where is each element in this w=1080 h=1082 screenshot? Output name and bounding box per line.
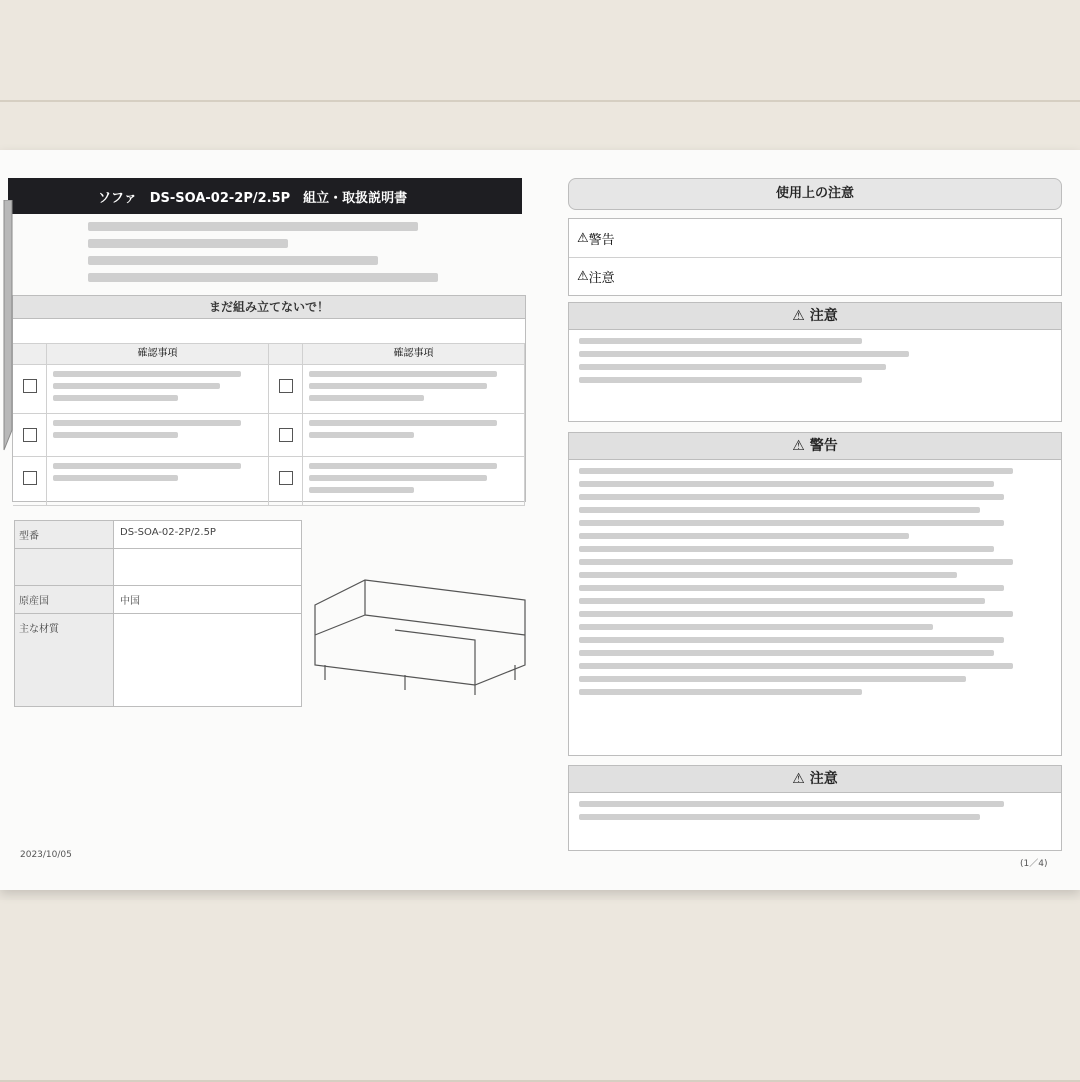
legend-box: ⚠ 警告 ⚠ 注意 bbox=[568, 218, 1062, 296]
checklist-title: まだ組み立てないで！ bbox=[13, 296, 525, 319]
wood-plank-top bbox=[0, 0, 1080, 102]
caution-section-2: ⚠ 注意 bbox=[568, 765, 1062, 851]
caution-section-1: ⚠ 注意 bbox=[568, 302, 1062, 422]
manual-title: ソファ DS-SOA-02-2P/2.5P 組立・取扱説明書 bbox=[8, 178, 522, 214]
checklist-subtitle bbox=[13, 319, 525, 344]
legend-warning: 警告 bbox=[588, 232, 615, 248]
product-spec-table bbox=[14, 520, 302, 707]
spec-label: 型番 bbox=[15, 521, 114, 548]
checkbox[interactable] bbox=[279, 379, 293, 393]
checkbox[interactable] bbox=[23, 428, 37, 442]
checkbox[interactable] bbox=[279, 428, 293, 442]
page-number: (1／4) bbox=[1020, 859, 1048, 869]
sofa-illustration bbox=[305, 555, 535, 695]
warning-section: ⚠ 警告 bbox=[568, 432, 1062, 756]
spec-value: 中国 bbox=[120, 596, 140, 607]
hex-key-icon bbox=[0, 200, 16, 460]
checkbox[interactable] bbox=[279, 471, 293, 485]
spec-label: 原産国 bbox=[15, 586, 114, 613]
spec-value: DS-SOA-02-2P/2.5P bbox=[120, 527, 216, 538]
date-label: 2023/10/05 bbox=[20, 850, 72, 860]
wood-plank-bottom bbox=[0, 900, 1080, 1082]
instruction-sheet bbox=[0, 150, 1080, 890]
greeting-text bbox=[88, 222, 508, 290]
checkbox[interactable] bbox=[23, 379, 37, 393]
check-header-left: 確認事項 bbox=[47, 344, 269, 365]
checkbox[interactable] bbox=[23, 471, 37, 485]
spec-label: 主な材質 bbox=[15, 614, 114, 706]
pre-assembly-checklist bbox=[12, 295, 526, 502]
check-header-right: 確認事項 bbox=[303, 344, 525, 365]
legend-caution: 注意 bbox=[588, 271, 615, 286]
usage-notes-title: 使用上の注意 bbox=[568, 178, 1062, 210]
wood-plank-top-2 bbox=[0, 102, 1080, 152]
